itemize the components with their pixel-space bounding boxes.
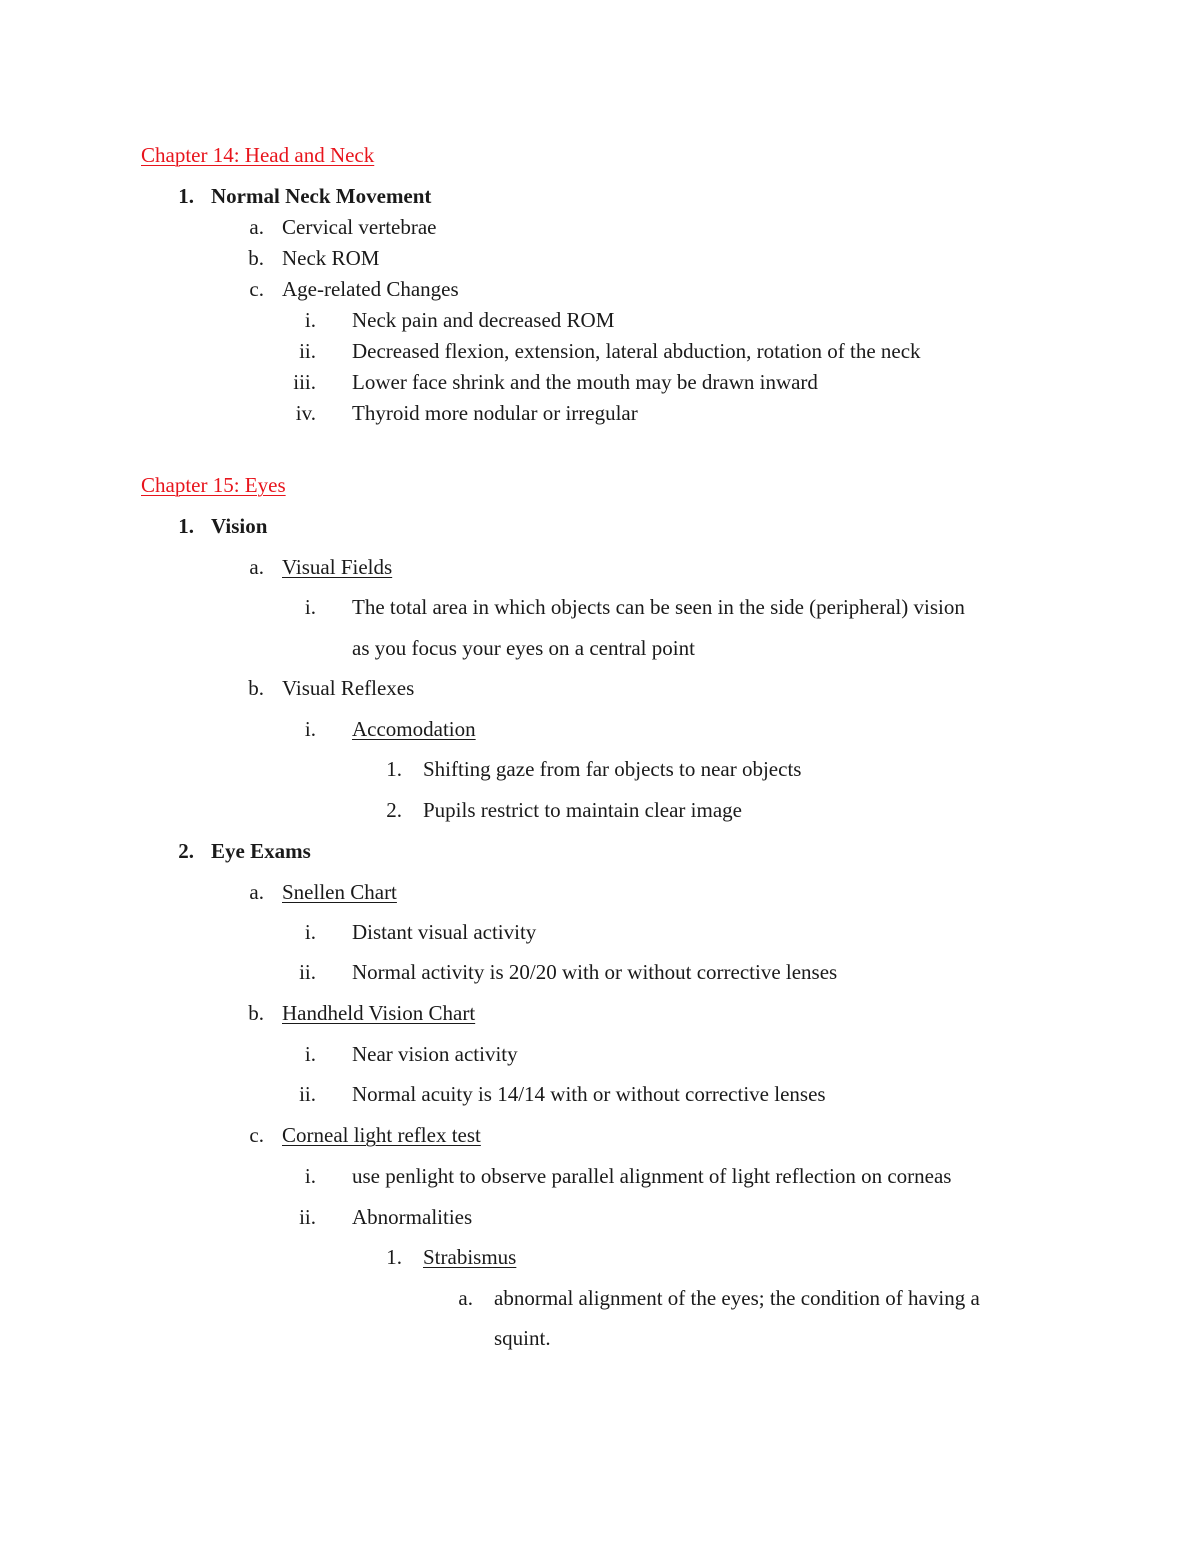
list-marker: 1. <box>178 514 194 538</box>
list-item: Thyroid more nodular or irregular <box>352 401 638 425</box>
list-marker: 2. <box>386 798 402 822</box>
list-marker: 2. <box>178 839 194 863</box>
list-item-title: Normal Neck Movement <box>211 184 432 208</box>
list-marker: iv. <box>295 401 316 425</box>
list-marker: a. <box>249 880 264 904</box>
list-marker: i. <box>304 717 316 741</box>
list-item: Age-related Changes <box>282 277 459 301</box>
list-marker: a. <box>249 215 264 239</box>
list-item: The total area in which objects can be seen in the side (peripheral) vision <box>352 595 965 619</box>
list-item: Lower face shrink and the mouth may be drawn inward <box>352 370 818 394</box>
chapter-heading: Chapter 14: Head and Neck <box>141 143 375 167</box>
list-marker: b. <box>248 246 264 270</box>
list-item: Neck ROM <box>282 246 380 270</box>
list-item: Accomodation <box>352 717 476 741</box>
list-marker: ii. <box>299 960 316 984</box>
list-marker: 1. <box>386 757 402 781</box>
list-marker: b. <box>248 676 264 700</box>
list-marker: i. <box>304 1164 316 1188</box>
list-item: Normal activity is 20/20 with or without corrective lenses <box>352 960 838 984</box>
list-item: use penlight to observe parallel alignment of light reflection on corneas <box>352 1164 952 1188</box>
list-marker: iii. <box>293 370 316 394</box>
list-marker: i. <box>304 920 316 944</box>
list-item: abnormal alignment of the eyes; the condition of having a <box>494 1286 980 1310</box>
list-item: Corneal light reflex test <box>282 1123 481 1147</box>
list-marker: 1. <box>178 184 194 208</box>
list-marker: c. <box>249 1123 264 1147</box>
list-marker: c. <box>249 277 264 301</box>
list-item-title: Vision <box>211 514 268 538</box>
list-item: Handheld Vision Chart <box>282 1001 476 1025</box>
list-item: Pupils restrict to maintain clear image <box>423 798 742 822</box>
list-item: Normal acuity is 14/14 with or without corrective lenses <box>352 1082 826 1106</box>
list-item: Neck pain and decreased ROM <box>352 308 615 332</box>
list-item-continuation: squint. <box>494 1326 551 1350</box>
list-marker: ii. <box>299 339 316 363</box>
list-marker: i. <box>304 1042 316 1066</box>
list-item-title: Eye Exams <box>211 839 311 863</box>
list-marker: b. <box>248 1001 264 1025</box>
list-item: Visual Reflexes <box>282 676 415 700</box>
list-item: Strabismus <box>423 1245 517 1269</box>
list-marker: a. <box>249 555 264 579</box>
list-item: Near vision activity <box>352 1042 518 1066</box>
list-item: Decreased flexion, extension, lateral abduction, rotation of the neck <box>352 339 921 363</box>
list-item: Shifting gaze from far objects to near objects <box>423 757 802 781</box>
list-item: Visual Fields <box>282 555 393 579</box>
list-item: Distant visual activity <box>352 920 537 944</box>
list-marker: ii. <box>299 1082 316 1106</box>
list-marker: ii. <box>299 1205 316 1229</box>
list-item-continuation: as you focus your eyes on a central point <box>352 636 695 660</box>
list-marker: a. <box>458 1286 473 1310</box>
list-marker: i. <box>304 308 316 332</box>
list-item: Cervical vertebrae <box>282 215 437 239</box>
list-item: Snellen Chart <box>282 880 397 904</box>
chapter-heading: Chapter 15: Eyes <box>141 473 286 497</box>
list-marker: i. <box>304 595 316 619</box>
list-marker: 1. <box>386 1245 402 1269</box>
list-item: Abnormalities <box>352 1205 473 1229</box>
